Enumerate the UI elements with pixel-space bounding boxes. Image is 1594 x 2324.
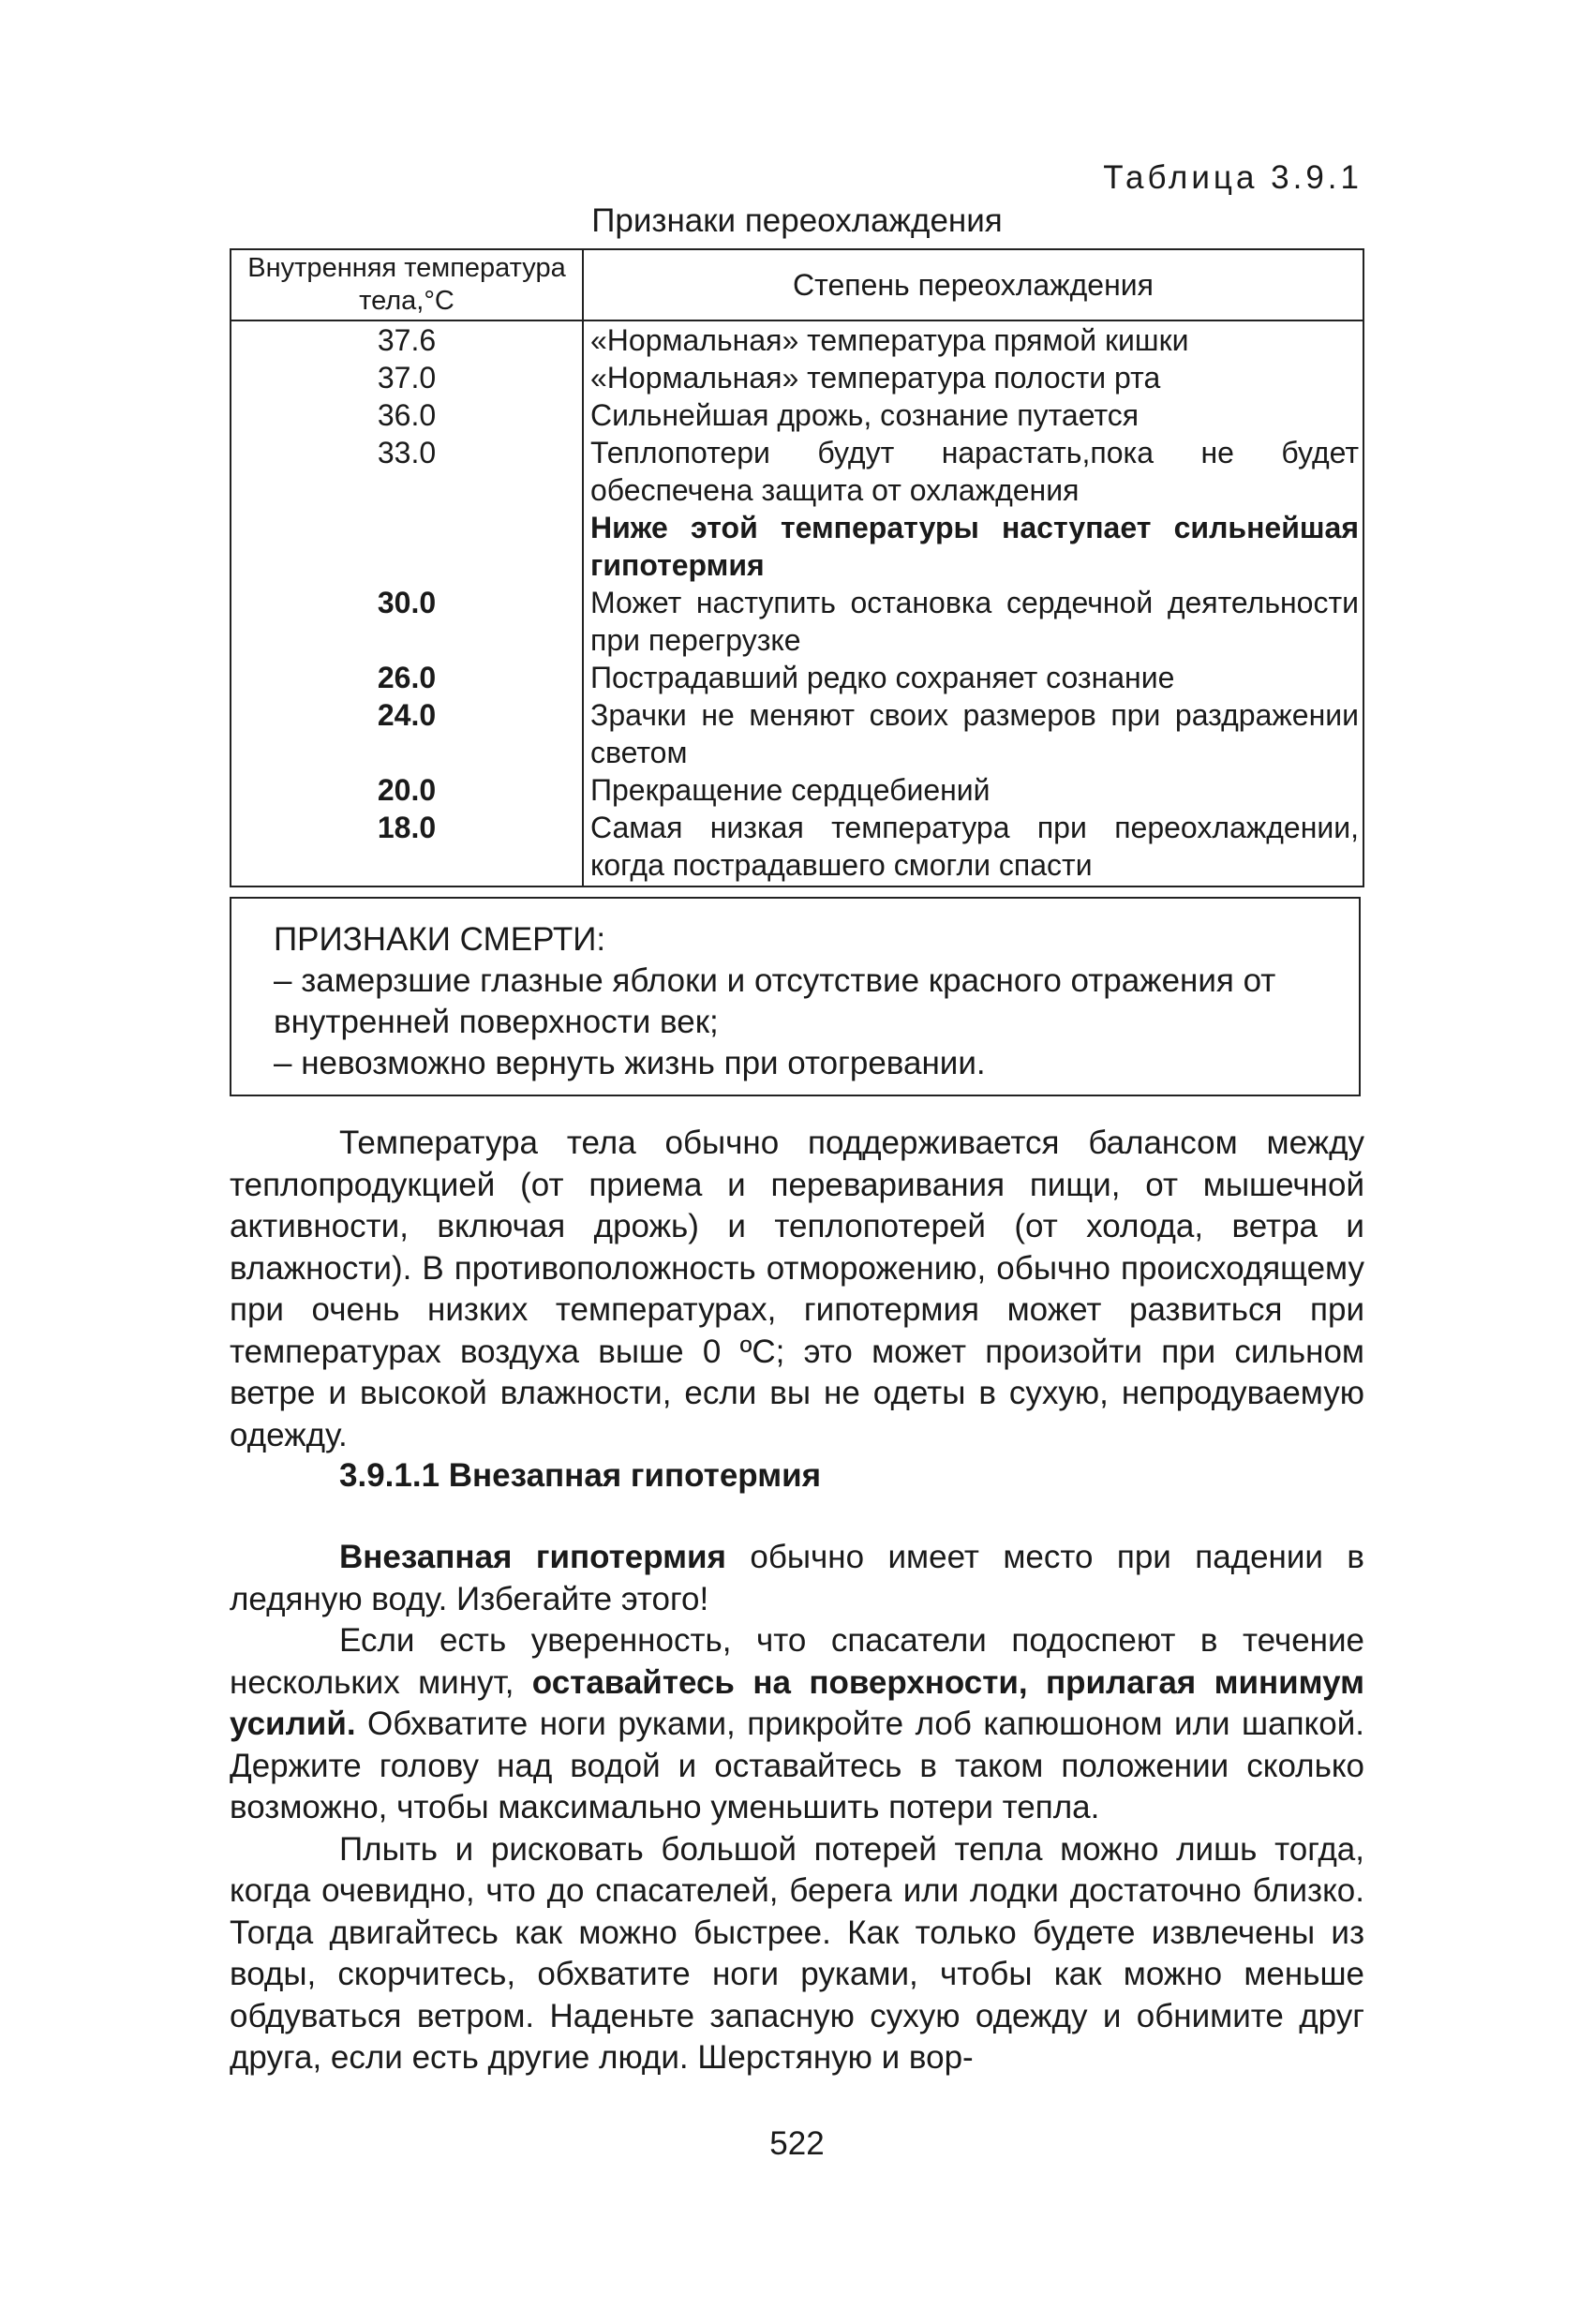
header-degree: Степень переохлаждения bbox=[583, 249, 1363, 320]
description-cell: Ниже этой температуры наступает сильнейшая гипотермия bbox=[583, 509, 1363, 584]
table-row bbox=[231, 434, 1363, 509]
description-cell: Зрачки не меняют своих размеров при раздражении светом bbox=[583, 696, 1363, 771]
paragraph bbox=[230, 1537, 1364, 1620]
temperature-cell: 26.0 bbox=[231, 659, 583, 696]
temperature-cell: 33.0 bbox=[231, 434, 583, 509]
table-row bbox=[231, 771, 1363, 809]
temperature-cell: 20.0 bbox=[231, 771, 583, 809]
description-cell: Самая низкая температура при переохлаждении, когда пострадавшего смогли спасти bbox=[583, 809, 1363, 886]
description-cell: Может наступить остановка сердечной деятельности при перегрузке bbox=[583, 584, 1363, 659]
temperature-cell: 30.0 bbox=[231, 584, 583, 659]
table-label: Таблица 3.9.1 bbox=[1103, 159, 1363, 196]
page-number: 522 bbox=[769, 2125, 825, 2162]
paragraph-text: Если есть уверенность, что спасатели подоспеют в течение нескольких минут, bbox=[230, 1622, 1364, 1701]
temperature-cell: 36.0 bbox=[231, 396, 583, 434]
body-text-lower bbox=[230, 1537, 1364, 2079]
paragraph-text: обычно имеет место при падении в ледяную воду. Избегайте этого! bbox=[230, 1539, 1364, 1617]
description-cell: «Нормальная» температура полости рта bbox=[583, 359, 1363, 396]
table-caption: Признаки переохлаждения bbox=[591, 202, 1003, 239]
table-row bbox=[231, 809, 1363, 886]
description-cell: «Нормальная» температура прямой кишки bbox=[583, 320, 1363, 359]
table-header-row bbox=[231, 249, 1363, 320]
temperature-cell: 37.0 bbox=[231, 359, 583, 396]
description-cell: Прекращение сердцебиений bbox=[583, 771, 1363, 809]
death-sign-item: – невозможно вернуть жизнь при отогревании. bbox=[274, 1045, 986, 1081]
body-text-upper bbox=[230, 1123, 1364, 1456]
table-row bbox=[231, 359, 1363, 396]
table-row bbox=[231, 320, 1363, 359]
temperature-cell bbox=[231, 509, 583, 584]
temperature-cell: 37.6 bbox=[231, 320, 583, 359]
table-row bbox=[231, 659, 1363, 696]
death-signs-title: ПРИЗНАКИ СМЕРТИ: bbox=[274, 921, 606, 958]
paragraph bbox=[230, 1620, 1364, 1829]
table-row bbox=[231, 509, 1363, 584]
section-title: 3.9.1.1 Внезапная гипотермия bbox=[339, 1457, 822, 1494]
header-temperature: Внутренняя температура тела,°С bbox=[231, 249, 583, 320]
table-row bbox=[231, 584, 1363, 659]
temperature-cell: 24.0 bbox=[231, 696, 583, 771]
table-row bbox=[231, 696, 1363, 771]
bold-instruction: оставайтесь на поверхности, прилагая минимум усилий. bbox=[230, 1663, 1364, 1742]
table-row bbox=[231, 396, 1363, 434]
death-signs-box bbox=[230, 897, 1361, 1096]
description-cell: Пострадавший редко сохраняет сознание bbox=[583, 659, 1363, 696]
hypothermia-table bbox=[230, 248, 1364, 887]
paragraph-text: Обхватите ноги руками, прикройте лоб капюшоном или шапкой. Держите голову над водой и оставайтесь в таком положении сколько возможно, чтобы максимально уменьшить потери тепла. bbox=[230, 1706, 1364, 1825]
death-sign-item: – замерзшие глазные яблоки и отсутствие красного отражения от внутренней поверхности век; bbox=[274, 962, 1276, 1040]
bold-term: Внезапная гипотермия bbox=[339, 1539, 726, 1575]
paragraph: Температура тела обычно поддерживается балансом между теплопродукцией (от приема и переваривания пищи, от мышечной активности, включая дрожь) и теплопотерей (от холода, ветра и влажности). В противоположность отморожению, обычно происходящему при очень низких температурах, гипотермия может развиться при температурах воздуха выше 0 ºС; это может произойти при сильном ветре и высокой влажности, если вы не одеты в сухую, непродуваемую одежду. bbox=[230, 1125, 1364, 1453]
temperature-cell: 18.0 bbox=[231, 809, 583, 886]
description-cell: Сильнейшая дрожь, сознание путается bbox=[583, 396, 1363, 434]
description-cell: Теплопотери будут нарастать,пока не будет обеспечена защита от охлаждения bbox=[583, 434, 1363, 509]
paragraph: Плыть и рисковать большой потерей тепла можно лишь тогда, когда очевидно, что до спасателей, берега или лодки достаточно близко. Тогда двигайтесь как можно быстрее. Как только будете извлечены из воды, скорчитесь, обхватите ноги руками, чтобы как можно меньше обдуваться ветром. Наденьте запасную сухую одежду и обнимите друг друга, если есть другие люди. Шерстяную и вор- bbox=[230, 1830, 1364, 2076]
